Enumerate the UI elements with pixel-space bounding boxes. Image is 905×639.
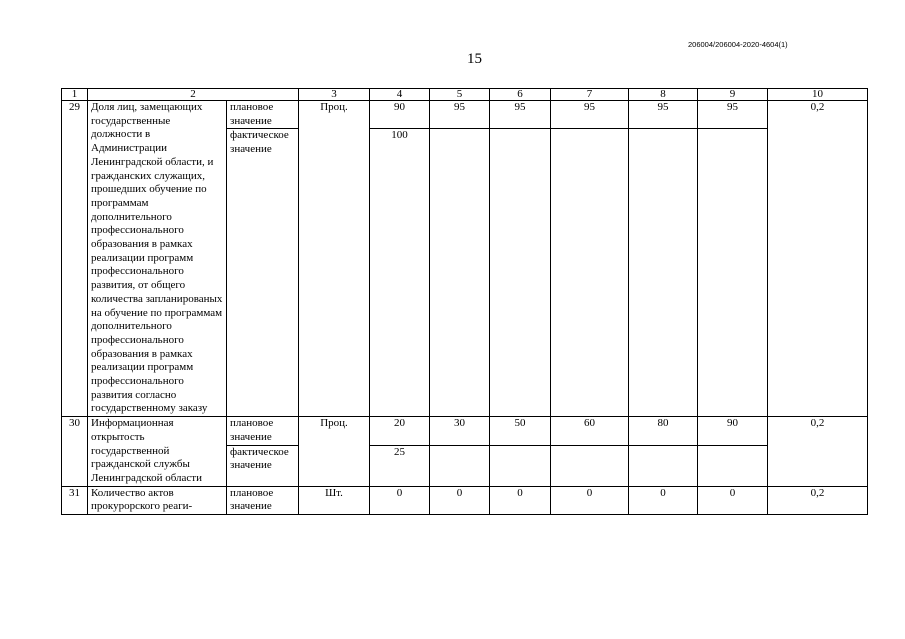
indicator-name: Количество актов прокурорского реаги- [88,486,227,514]
plan-value: 95 [490,101,551,129]
plan-label: плановое значение [227,486,299,514]
plan-value: 90 [370,101,430,129]
col-header: 2 [88,89,299,101]
row-number: 30 [62,417,88,487]
document-id: 206004/206004-2020-4604(1) [688,40,788,49]
unit: Шт. [299,486,370,514]
plan-value: 95 [629,101,698,129]
col-header: 5 [430,89,490,101]
fact-value [629,129,698,417]
fact-value [551,129,629,417]
table-header-row [62,89,868,101]
fact-value [490,129,551,417]
col-header: 9 [698,89,768,101]
plan-value: 20 [370,417,430,445]
fact-label: фактическое значение [227,129,299,417]
plan-value: 0 [698,486,768,514]
col-header: 7 [551,89,629,101]
plan-value: 95 [698,101,768,129]
plan-value: 0 [370,486,430,514]
plan-value: 95 [430,101,490,129]
table-row [62,486,868,514]
plan-value: 60 [551,417,629,445]
page-number: 15 [467,51,482,67]
weight: 0,2 [768,417,868,487]
plan-value: 95 [551,101,629,129]
plan-value: 0 [430,486,490,514]
col-header: 1 [62,89,88,101]
fact-value [698,129,768,417]
plan-value: 80 [629,417,698,445]
unit: Проц. [299,417,370,487]
plan-value: 30 [430,417,490,445]
fact-value [698,445,768,486]
fact-value [551,445,629,486]
plan-value: 0 [551,486,629,514]
weight: 0,2 [768,486,868,514]
fact-value: 25 [370,445,430,486]
fact-value [430,445,490,486]
fact-value: 100 [370,129,430,417]
weight: 0,2 [768,101,868,417]
indicators-table [61,88,868,515]
table-row [62,417,868,445]
col-header: 10 [768,89,868,101]
col-header: 3 [299,89,370,101]
unit: Проц. [299,101,370,417]
fact-value [629,445,698,486]
col-header: 8 [629,89,698,101]
fact-value [430,129,490,417]
col-header: 6 [490,89,551,101]
indicator-name: Доля лиц, замещающих государственные должности в Администрации Ленинградской области, и гражданских служащих, прошедших обучение по программам дополнительного профессионального образования в рамках реализации программ профессионального развития, от общего количества запланированых на обучение по программам дополнительного профессионального образования в рамках реализации программ профессионального развития согласно государственному заказу [88,101,227,417]
col-header: 4 [370,89,430,101]
table-row [62,101,868,129]
indicator-name: Информационная открытость государственной гражданской службы Ленинградской области [88,417,227,487]
plan-value: 0 [490,486,551,514]
row-number: 31 [62,486,88,514]
plan-label: плановое значение [227,417,299,445]
fact-label: фактическое значение [227,445,299,486]
plan-value: 0 [629,486,698,514]
plan-value: 90 [698,417,768,445]
plan-label: плановое значение [227,101,299,129]
fact-value [490,445,551,486]
plan-value: 50 [490,417,551,445]
row-number: 29 [62,101,88,417]
